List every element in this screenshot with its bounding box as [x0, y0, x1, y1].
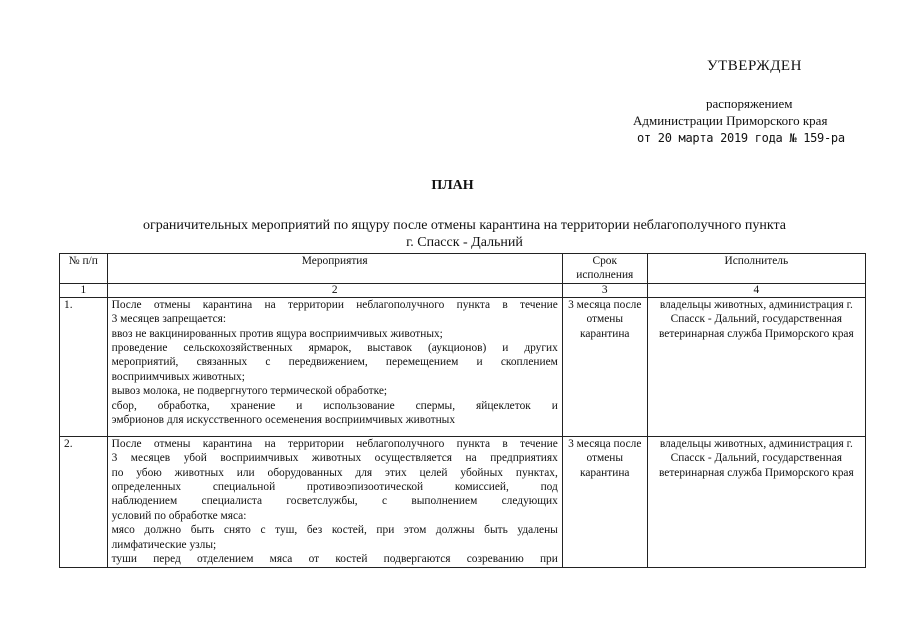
activity-line: 3 месяцев запрещается:	[111, 313, 227, 326]
index-cell: 1	[60, 283, 108, 297]
row-number: 1.	[60, 297, 108, 436]
header-cell-term: Срок исполнения	[562, 254, 647, 284]
table-row	[60, 436, 866, 567]
header-cell-activities: Мероприятия	[107, 254, 562, 284]
activity-line: проведение сельскохозяйственных ярмарок, выставок (аукционов) и других	[111, 342, 558, 355]
activity-line: по убою животных или оборудованных для этих целей убойных пунктах,	[111, 466, 558, 479]
table-header-row	[60, 254, 866, 284]
document-title: ПЛАН	[431, 178, 474, 193]
index-cell: 2	[107, 283, 562, 297]
activity-line: восприимчивых животных;	[111, 370, 245, 383]
order-line-1: распоряжением	[706, 96, 793, 111]
activity-line: туши перед отделением мяса от костей подвергаются созреванию при	[111, 553, 558, 566]
document-subtitle-line-1: ограничительных мероприятий по ящуру после отмены карантина на территории неблагополучного пункта	[142, 218, 787, 233]
row-term: 3 месяца после отмены карантина	[562, 436, 647, 567]
order-line-3: от 20 марта 2019 года № 159-ра	[637, 131, 845, 145]
activity-line: вывоз молока, не подвергнутого термической обработке;	[111, 385, 388, 398]
row-activities	[107, 436, 562, 567]
activity-line: эмбрионов для искусственного осеменения восприимчивых животных	[111, 414, 456, 427]
table-row	[60, 297, 866, 436]
row-activities	[107, 297, 562, 436]
activity-line: условий по обработке мяса:	[111, 509, 247, 522]
approved-stamp: УТВЕРЖДЕН	[707, 58, 802, 74]
row-executor: владельцы животных, администрация г. Спасск - Дальний, государственная ветеринарная служба Приморского края	[647, 297, 865, 436]
plan-table	[59, 253, 866, 568]
order-line-2: Администрации Приморского края	[633, 113, 828, 128]
activity-line: мероприятий, связанных с передвижением, перемещением и скоплением	[111, 356, 558, 369]
header-cell-number: № п/п	[60, 254, 108, 284]
activity-line: определенных специальной противоэпизоотической комиссией, под	[111, 481, 558, 494]
row-term: 3 месяца после отмены карантина	[562, 297, 647, 436]
activity-line: наблюдением специалиста госветслужбы, с выполнением следующих	[111, 495, 558, 508]
activity-line: сбор, обработка, хранение и использование спермы, яйцеклеток и	[111, 399, 558, 412]
activity-line: После отмены карантина на территории неблагополучного пункта в течение	[111, 298, 558, 311]
activity-line: мясо должно быть снято с туш, без костей, при этом должны быть удалены	[111, 524, 558, 537]
activity-line: 3 месяцев убой восприимчивых животных осуществляется на предприятиях	[111, 452, 558, 465]
activity-line: После отмены карантина на территории неблагополучного пункта в течение	[111, 437, 558, 450]
index-cell: 3	[562, 283, 647, 297]
row-number: 2.	[60, 436, 108, 567]
table-index-row	[60, 283, 866, 297]
activity-line: лимфатические узлы;	[111, 538, 217, 551]
activity-line: ввоз не вакцинированных против ящура восприимчивых животных;	[111, 327, 443, 340]
document-subtitle-line-2: г. Спасск - Дальний	[406, 235, 523, 250]
index-cell: 4	[647, 283, 865, 297]
row-executor: владельцы животных, администрация г. Спасск - Дальний, государственная ветеринарная служба Приморского края	[647, 436, 865, 567]
header-cell-executor: Исполнитель	[647, 254, 865, 284]
